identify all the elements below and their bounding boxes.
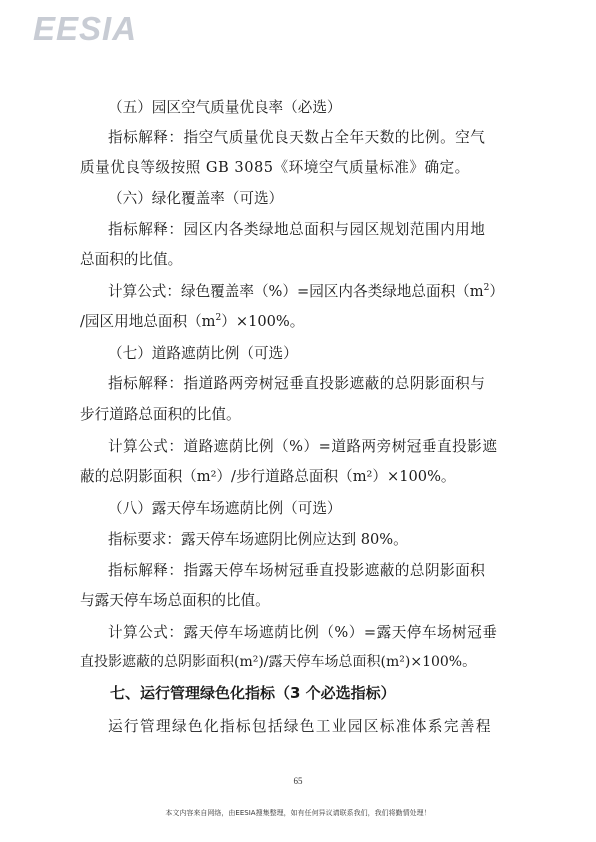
section-heading-7: （七）道路遮荫比例（可选）: [108, 345, 298, 362]
formula-line: [80, 310, 304, 331]
body-line: 运行管理绿色化指标包括绿色工业园区标准体系完善程: [108, 718, 492, 735]
formula-line: 计算公式：露天停车场遮荫比例（%）=露天停车场树冠垂: [108, 624, 498, 641]
chapter-heading: 七、运行管理绿色化指标（3 个必选指标）: [110, 684, 396, 702]
eesia-logo: EESIA: [33, 10, 138, 47]
footer-disclaimer: 本文内容来自网络，由EESIA搜集整理，如有任何异议请联系我们，我们将勤情处理！: [165, 809, 431, 817]
superscript: 2: [483, 283, 490, 294]
formula-line: [108, 280, 504, 301]
section-heading-8: （八）露天停车场遮荫比例（可选）: [108, 500, 342, 517]
body-line: 与露天停车场总面积的比值。: [80, 592, 270, 609]
body-line: 总面积的比值。: [80, 251, 183, 268]
body-line: 质量优良等级按照 GB 3085《环境空气质量标准》确定。: [80, 159, 470, 176]
body-line: 指标解释：指露天停车场树冠垂直投影遮蔽的总阴影面积: [108, 562, 486, 579]
body-line: 指标要求：露天停车场遮阴比例应达到 80%。: [108, 531, 408, 548]
formula-text: ）: [489, 283, 504, 300]
superscript: 2: [215, 313, 222, 324]
formula-line: 蔽的总阴影面积（m²）/步行道路总面积（m²）×100%。: [80, 468, 456, 485]
body-line: 指标解释：指道路两旁树冠垂直投影遮蔽的总阴影面积与: [108, 375, 486, 392]
formula-text: /园区用地总面积（m: [80, 313, 216, 330]
formula-line: 计算公式：道路遮荫比例（%）=道路两旁树冠垂直投影遮: [108, 438, 498, 455]
formula-text: ）×100%。: [221, 313, 305, 330]
formula-text: 计算公式：绿色覆盖率（%）=园区内各类绿地总面积（m: [108, 283, 484, 300]
section-heading-6: （六）绿化覆盖率（可选）: [108, 190, 284, 207]
body-line: 指标解释：园区内各类绿地总面积与园区规划范围内用地: [108, 221, 486, 238]
formula-line: 直投影遮蔽的总阴影面积(m²)/露天停车场总面积(m²)×100%。: [80, 654, 477, 670]
page-number: 65: [293, 776, 303, 786]
body-line: 指标解释：指空气质量优良天数占全年天数的比例。空气: [108, 129, 486, 146]
body-line: 步行道路总面积的比值。: [80, 406, 241, 423]
section-heading-5: （五）园区空气质量优良率（必选）: [108, 99, 342, 116]
